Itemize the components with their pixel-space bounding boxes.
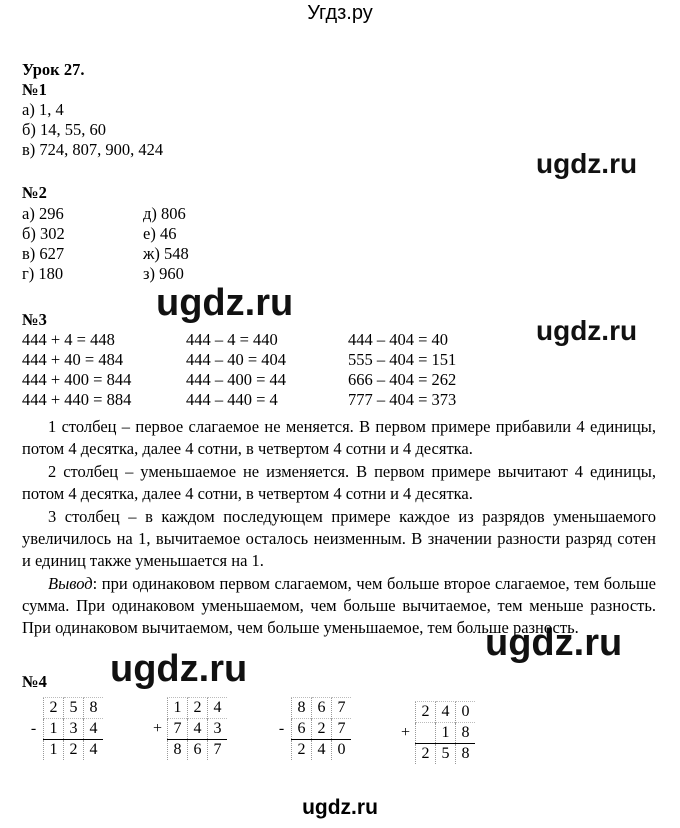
task-3-heading: №3	[22, 310, 47, 329]
digit: 1	[436, 723, 456, 744]
explanation-text: 3 столбец – в каждом последующем примере каждое из разрядов уменьшаемого увеличилось на 1, вычитаемое осталось неизменным. В значении разности разряд сотен и единиц также уменьшается на 1.	[22, 507, 656, 570]
digit	[416, 723, 436, 744]
column-calculation	[24, 697, 103, 760]
task-1-heading: №1	[22, 80, 47, 99]
digit: 2	[64, 740, 84, 761]
digit: 0	[332, 740, 352, 761]
digit: 2	[188, 698, 208, 719]
footer-watermark: ugdz.ru	[302, 796, 378, 819]
digit: 5	[64, 698, 84, 719]
conclusion-label: Вывод	[48, 574, 93, 593]
equation: 555 – 404 = 151	[348, 350, 457, 369]
operator-sign: +	[400, 724, 411, 741]
digit: 2	[44, 698, 64, 719]
conclusion-paragraph	[22, 573, 656, 639]
digit: 4	[84, 719, 104, 740]
explanation-text: 1 столбец – первое слагаемое не меняется. В первом примере прибавили 4 единицы, потом 4 десятка, далее 4 сотни, в четвертом 4 сотни и 4 десятка.	[22, 417, 656, 458]
column-calculation	[148, 697, 227, 760]
digit: 4	[188, 719, 208, 740]
digit: 0	[456, 702, 476, 723]
digit: 1	[44, 740, 64, 761]
equation: 444 + 440 = 884	[22, 390, 132, 409]
equation: 444 – 404 = 40	[348, 330, 449, 349]
watermark: ugdz.ru	[536, 148, 638, 179]
task-2-answer: е) 46	[143, 224, 177, 243]
digit: 8	[84, 698, 104, 719]
task-2-answer: б) 302	[22, 224, 65, 243]
digit: 1	[168, 698, 188, 719]
task-1-line: а) 1, 4	[22, 100, 64, 119]
task-2-answer: в) 627	[22, 244, 65, 263]
task-2-answer: з) 960	[143, 264, 184, 283]
digit: 2	[292, 740, 312, 761]
digit: 7	[208, 740, 228, 761]
digit: 6	[312, 698, 332, 719]
task-1-line: в) 724, 807, 900, 424	[22, 140, 164, 159]
column-calculation	[272, 697, 351, 760]
task-2-answer: г) 180	[22, 264, 64, 283]
operator-sign: +	[152, 720, 163, 737]
lesson-title: Урок 27.	[22, 60, 85, 79]
digit: 1	[44, 719, 64, 740]
digit: 2	[416, 744, 436, 765]
site-title: Угдз.ру	[307, 2, 373, 24]
equation: 666 – 404 = 262	[348, 370, 457, 389]
task-2-answer: ж) 548	[143, 244, 189, 263]
task-1-line: б) 14, 55, 60	[22, 120, 107, 139]
equation: 444 – 40 = 404	[186, 350, 287, 369]
equation: 777 – 404 = 373	[348, 390, 457, 409]
watermark: ugdz.ru	[536, 315, 638, 346]
task-2-answer: д) 806	[143, 204, 186, 223]
digit: 7	[168, 719, 188, 740]
watermark: ugdz.ru	[485, 622, 623, 664]
explanation-paragraph	[22, 416, 656, 460]
equation: 444 + 400 = 844	[22, 370, 132, 389]
digit: 7	[332, 719, 352, 740]
task-2-heading: №2	[22, 183, 47, 202]
watermark: ugdz.ru	[110, 648, 248, 690]
digit: 2	[312, 719, 332, 740]
operator-sign: -	[30, 720, 37, 737]
equation: 444 – 440 = 4	[186, 390, 278, 409]
digit: 8	[168, 740, 188, 761]
digit: 4	[208, 698, 228, 719]
explanation-text: 2 столбец – уменьшаемое не изменяется. В первом примере вычитают 4 единицы, потом 4 десятка, далее 4 сотни, в четвертом 4 сотни и 4 десятка.	[22, 462, 656, 503]
column-calculation	[396, 701, 475, 764]
digit: 6	[292, 719, 312, 740]
task-2-answer: а) 296	[22, 204, 64, 223]
equation: 444 – 4 = 440	[186, 330, 278, 349]
digit: 8	[292, 698, 312, 719]
equation: 444 + 40 = 484	[22, 350, 124, 369]
task-4-heading: №4	[22, 672, 47, 691]
digit: 7	[332, 698, 352, 719]
digit: 4	[436, 702, 456, 723]
conclusion-text: : при одинаковом первом слагаемом, чем больше второе слагаемое, тем больше сумма. При одинаковом уменьшаемом, чем больше вычитаемое, тем меньше разность. При одинаковом вычитаемом, чем больше уменьшаемое, тем больше разность.	[22, 574, 656, 637]
digit: 5	[436, 744, 456, 765]
equation: 444 + 4 = 448	[22, 330, 115, 349]
operator-sign: -	[278, 720, 285, 737]
explanation-paragraph	[22, 461, 656, 505]
digit: 2	[416, 702, 436, 723]
watermark: ugdz.ru	[156, 282, 294, 324]
digit: 4	[84, 740, 104, 761]
digit: 4	[312, 740, 332, 761]
digit: 8	[456, 723, 476, 744]
equation: 444 – 400 = 44	[186, 370, 287, 389]
digit: 6	[188, 740, 208, 761]
digit: 3	[64, 719, 84, 740]
digit: 8	[456, 744, 476, 765]
digit: 3	[208, 719, 228, 740]
explanation-paragraph	[22, 506, 656, 572]
